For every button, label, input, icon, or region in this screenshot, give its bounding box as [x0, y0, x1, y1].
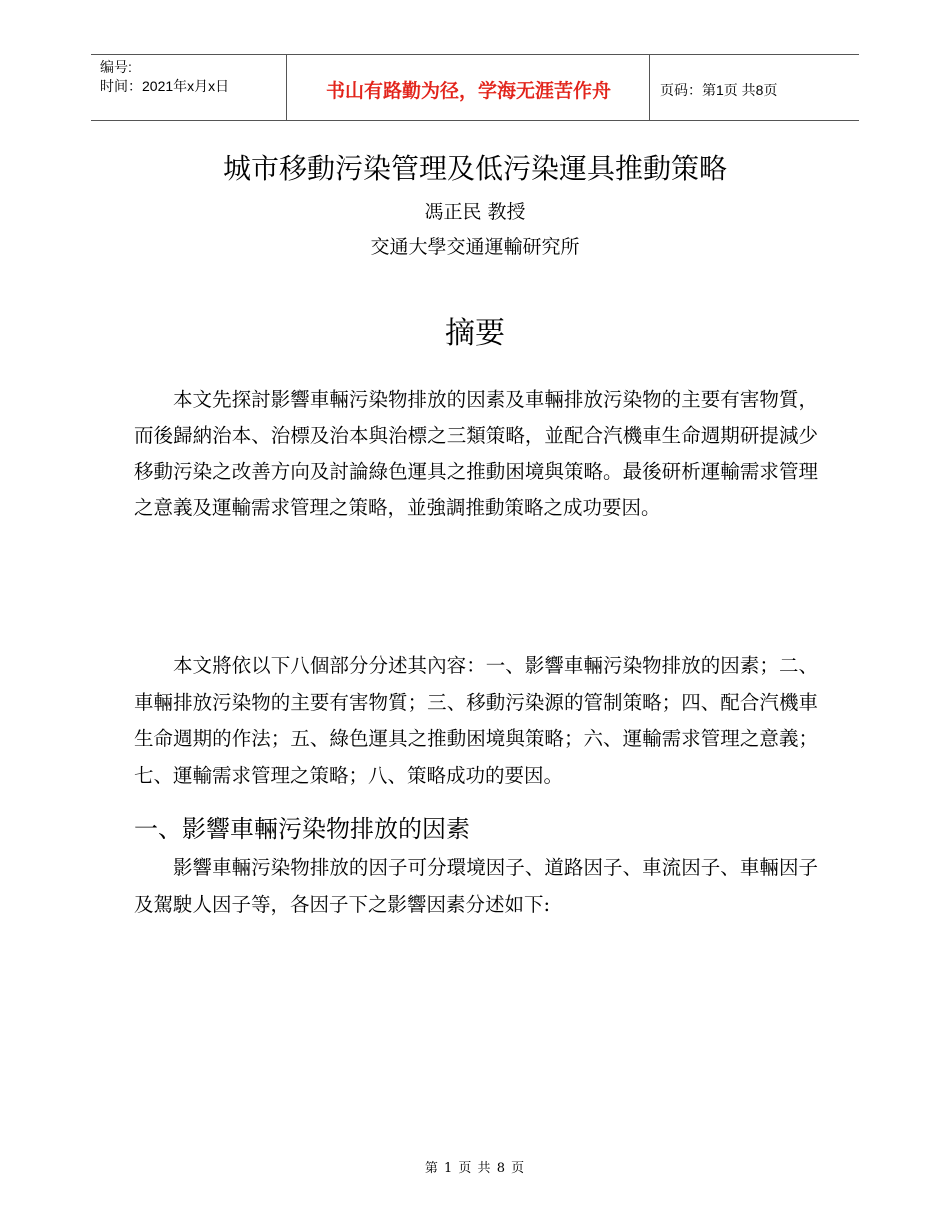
author: 馮正民 教授: [424, 201, 526, 223]
doc-title: 城市移動污染管理及低污染運具推動策略: [222, 152, 727, 185]
intro-paragraph: 本文將依以下八個部分分述其內容：一、影響車輛污染物排放的因素；二、車輛排放污染物的主要有害物質；三、移動污染源的管制策略；四、配合汽機車生命週期的作法；五、綠色運具之推動困境與策略；六、運輸需求管理之意義；七、運輸需求管理之策略；八、策略成功的要因。: [134, 654, 818, 787]
abstract-heading: 摘要: [445, 316, 505, 351]
header-page-label: 页码：第1页 共8页: [660, 82, 778, 98]
header-motto: 书山有路勤为径，学海无涯苦作舟: [325, 80, 611, 102]
id-label: 编号:: [100, 59, 132, 75]
page-footer: 第 1 页 共 8 页: [424, 1161, 526, 1176]
header-meta: [100, 58, 229, 96]
abstract-paragraph: 本文先探討影響車輛污染物排放的因素及車輛排放污染物的主要有害物質，而後歸納治本、治標及治本與治標之三類策略，並配合汽機車生命週期研提減少移動污染之改善方向及討論綠色運具之推動困境與策略。最後研析運輸需求管理之意義及運輸需求管理之策略，並強調推動策略之成功要因。: [134, 388, 818, 519]
institution: 交通大學交通運輸研究所: [370, 236, 580, 258]
section-heading: 一、影響車輛污染物排放的因素: [134, 815, 470, 843]
section-paragraph: 影響車輛污染物排放的因子可分環境因子、道路因子、車流因子、車輛因子及駕駛人因子等，各因子下之影響因素分述如下:: [134, 856, 818, 916]
time-label: 时间：2021年x月x日: [100, 78, 230, 94]
